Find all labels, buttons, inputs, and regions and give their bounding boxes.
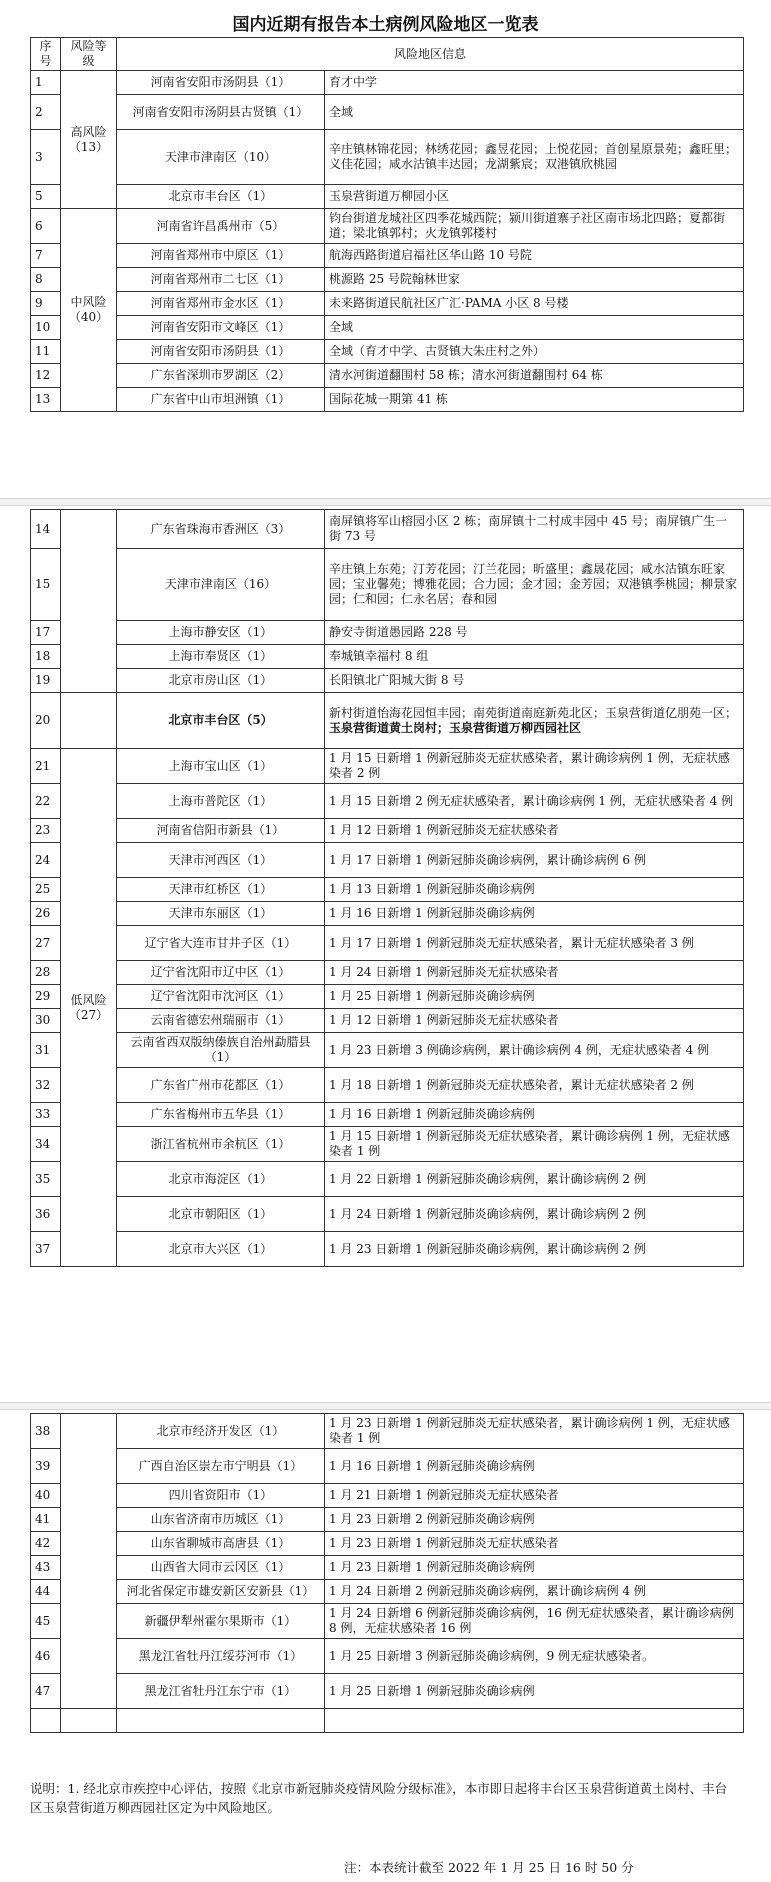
table-row	[31, 130, 744, 185]
table-row	[31, 621, 744, 645]
row-area: 天津市河西区（1）	[117, 843, 325, 878]
row-area: 四川省资阳市（1）	[117, 1484, 325, 1508]
table-row	[31, 1232, 744, 1267]
row-info: 1 月 16 日新增 1 例新冠肺炎确诊病例	[325, 1103, 744, 1127]
row-info: 清水河街道翻围村 58 栋；清水河街道翻围村 64 栋	[325, 364, 744, 388]
row-number: 32	[31, 1068, 61, 1103]
table-row	[31, 268, 744, 292]
table-row	[31, 364, 744, 388]
row-number: 8	[31, 268, 61, 292]
row-info: 1 月 12 日新增 1 例新冠肺炎无症状感染者	[325, 1009, 744, 1033]
row-number: 9	[31, 292, 61, 316]
row-info: 1 月 24 日新增 1 例新冠肺炎无症状感染者	[325, 961, 744, 985]
row-info: 辛庄镇上东苑；汀芳花园；汀兰花园；昕盛里；鑫晟花园；咸水沽镇东旺家园；宝业馨苑；博雅花园；合力园；金才园；金芳园；双港镇季桃园；柳景家园；仁和园；仁永名居；春和园	[325, 549, 744, 621]
risk-table-part-2	[30, 509, 744, 1267]
table-row	[31, 1197, 744, 1232]
row-area: 天津市东丽区（1）	[117, 902, 325, 926]
table-row	[31, 549, 744, 621]
table-row	[31, 185, 744, 209]
table-row	[31, 340, 744, 364]
footnote: 说明：1. 经北京市疾控中心评估，按照《北京市新冠肺炎疫情风险分级标准》，本市即日起将丰台区玉泉营街道黄土岗村、丰台区玉泉营街道万柳西园社区定为中风险地区。	[30, 1781, 728, 1815]
row-info: 全域	[325, 95, 744, 130]
row-area: 河南省安阳市汤阴县古贤镇（1）	[117, 95, 325, 130]
table-row	[31, 784, 744, 819]
table-header-row	[31, 38, 744, 71]
table-row	[31, 1414, 744, 1449]
table-row	[31, 1033, 744, 1068]
level-medium-continued	[61, 510, 117, 693]
row-number: 27	[31, 926, 61, 961]
row-area: 北京市海淀区（1）	[117, 1162, 325, 1197]
level-medium: 中风险（40）	[61, 209, 117, 412]
table-row	[31, 985, 744, 1009]
row-number: 33	[31, 1103, 61, 1127]
row-area: 山东省济南市历城区（1）	[117, 1508, 325, 1532]
row-number: 26	[31, 902, 61, 926]
table-row	[31, 669, 744, 693]
row-area: 云南省西双版纳傣族自治州勐腊县（1）	[117, 1033, 325, 1068]
row-area: 河南省郑州市二七区（1）	[117, 268, 325, 292]
row-area: 山西省大同市云冈区（1）	[117, 1556, 325, 1580]
row-info: 育才中学	[325, 71, 744, 95]
row-number: 42	[31, 1532, 61, 1556]
table-row	[31, 1556, 744, 1580]
row-info: 1 月 24 日新增 2 例新冠肺炎确诊病例，累计确诊病例 4 例	[325, 1580, 744, 1604]
row-info: 南屏镇将军山榕园小区 2 栋；南屏镇十二村成丰园中 45 号；南屏镇广生一街 73 号	[325, 510, 744, 549]
row-area	[117, 1709, 325, 1733]
row-area: 山东省聊城市高唐县（1）	[117, 1532, 325, 1556]
row-info: 1 月 23 日新增 3 例确诊病例，累计确诊病例 4 例，无症状感染者 4 例	[325, 1033, 744, 1068]
row-info: 1 月 24 日新增 6 例新冠肺炎确诊病例，16 例无症状感染者，累计确诊病例 8 例，无症状感染者 16 例	[325, 1604, 744, 1639]
row-area: 黑龙江省牡丹江绥芬河市（1）	[117, 1639, 325, 1674]
table-row	[31, 843, 744, 878]
row-info: 1 月 25 日新增 1 例新冠肺炎确诊病例	[325, 1674, 744, 1709]
row-info: 1 月 17 日新增 1 例新冠肺炎无症状感染者，累计无症状感染者 3 例	[325, 926, 744, 961]
page-break	[0, 498, 771, 506]
row-area: 天津市红桥区（1）	[117, 878, 325, 902]
row-number: 17	[31, 621, 61, 645]
row-area: 上海市宝山区（1）	[117, 749, 325, 784]
row-number: 30	[31, 1009, 61, 1033]
row-area: 广东省深圳市罗湖区（2）	[117, 364, 325, 388]
info-plain: 新村街道怡海花园恒丰园；南苑街道南庭新苑北区；玉泉营街道亿朋苑一区；	[329, 705, 738, 720]
row-area: 河北省保定市雄安新区安新县（1）	[117, 1580, 325, 1604]
row-info: 桃源路 25 号院翰林世家	[325, 268, 744, 292]
page-break	[0, 1402, 771, 1410]
table-row	[31, 292, 744, 316]
row-number: 45	[31, 1604, 61, 1639]
row-number: 36	[31, 1197, 61, 1232]
row-info	[325, 693, 744, 749]
row-area: 北京市房山区（1）	[117, 669, 325, 693]
table-row	[31, 1449, 744, 1484]
row-area: 北京市丰台区（5）	[117, 693, 325, 749]
row-area: 辽宁省沈阳市辽中区（1）	[117, 961, 325, 985]
row-info: 1 月 16 日新增 1 例新冠肺炎确诊病例	[325, 902, 744, 926]
table-row	[31, 1580, 744, 1604]
row-number: 41	[31, 1508, 61, 1532]
page-title: 国内近期有报告本土病例风险地区一览表	[232, 15, 539, 35]
row-area: 河南省郑州市中原区（1）	[117, 244, 325, 268]
row-info: 1 月 23 日新增 1 例新冠肺炎无症状感染者，累计确诊病例 1 例，无症状感染者 1 例	[325, 1414, 744, 1449]
table-row	[31, 1162, 744, 1197]
row-info: 1 月 16 日新增 1 例新冠肺炎确诊病例	[325, 1449, 744, 1484]
row-info: 长阳镇北广阳城大街 8 号	[325, 669, 744, 693]
table-row	[31, 819, 744, 843]
row-area: 河南省许昌禹州市（5）	[117, 209, 325, 244]
row-info: 1 月 23 日新增 1 例新冠肺炎无症状感染者	[325, 1532, 744, 1556]
row-area: 上海市奉贤区（1）	[117, 645, 325, 669]
row-info: 全域	[325, 316, 744, 340]
table-row	[31, 71, 744, 95]
row-area: 辽宁省大连市甘井子区（1）	[117, 926, 325, 961]
row-info: 1 月 18 日新增 1 例新冠肺炎无症状感染者，累计无症状感染者 2 例	[325, 1068, 744, 1103]
row-area: 河南省安阳市汤阴县（1）	[117, 340, 325, 364]
row-info: 1 月 13 日新增 1 例新冠肺炎确诊病例	[325, 878, 744, 902]
table-row	[31, 878, 744, 902]
table-row	[31, 902, 744, 926]
row-number: 24	[31, 843, 61, 878]
level-low-continued	[61, 1414, 117, 1709]
row-number: 23	[31, 819, 61, 843]
statistics-timestamp: 注：本表统计截至 2022 年 1 月 25 日 16 时 50 分	[344, 1860, 634, 1875]
table-row	[31, 510, 744, 549]
row-info: 1 月 25 日新增 3 例新冠肺炎确诊病例，9 例无症状感染者。	[325, 1639, 744, 1674]
table-row	[31, 926, 744, 961]
row-info: 1 月 15 日新增 2 例无症状感染者，累计确诊病例 1 例，无症状感染者 4 例	[325, 784, 744, 819]
row-area: 辽宁省沈阳市沈河区（1）	[117, 985, 325, 1009]
row-number: 19	[31, 669, 61, 693]
level-low-continued	[61, 1709, 117, 1733]
row-info: 1 月 15 日新增 1 例新冠肺炎无症状感染者，累计确诊病例 1 例，无症状感染者 1 例	[325, 1127, 744, 1162]
row-info: 辛庄镇林锦花园；林绣花园；鑫昱花园；上悦花园；首创星原景苑；鑫旺里；义佳花园；咸水沽镇丰达园；龙湖紫宸；双港镇欣桃园	[325, 130, 744, 185]
row-area: 北京市朝阳区（1）	[117, 1197, 325, 1232]
row-info: 1 月 17 日新增 1 例新冠肺炎确诊病例，累计确诊病例 6 例	[325, 843, 744, 878]
row-info: 全域（育才中学、古贤镇大朱庄村之外）	[325, 340, 744, 364]
row-info: 1 月 15 日新增 1 例新冠肺炎无症状感染者，累计确诊病例 1 例，无症状感染者 2 例	[325, 749, 744, 784]
table-row	[31, 1674, 744, 1709]
row-info: 1 月 23 日新增 1 例新冠肺炎确诊病例，累计确诊病例 2 例	[325, 1232, 744, 1267]
level-high: 高风险（13）	[61, 71, 117, 209]
row-number: 20	[31, 693, 61, 749]
header-seq: 序号	[31, 38, 61, 71]
header-level: 风险等级	[61, 38, 117, 71]
row-info: 1 月 25 日新增 1 例新冠肺炎确诊病例	[325, 985, 744, 1009]
risk-table-part-3	[30, 1413, 744, 1733]
row-number: 43	[31, 1556, 61, 1580]
table-row	[31, 316, 744, 340]
table-row	[31, 1103, 744, 1127]
row-info: 玉泉营街道万柳园小区	[325, 185, 744, 209]
table-row	[31, 1484, 744, 1508]
table-row	[31, 1127, 744, 1162]
table-row	[31, 1604, 744, 1639]
row-area: 河南省安阳市文峰区（1）	[117, 316, 325, 340]
table-row	[31, 693, 744, 749]
row-area: 广东省梅州市五华县（1）	[117, 1103, 325, 1127]
row-area: 河南省郑州市金水区（1）	[117, 292, 325, 316]
row-area: 河南省信阳市新县（1）	[117, 819, 325, 843]
row-area: 北京市经济开发区（1）	[117, 1414, 325, 1449]
row-area: 北京市丰台区（1）	[117, 185, 325, 209]
header-area: 风险地区信息	[117, 38, 744, 71]
row-number: 5	[31, 185, 61, 209]
row-number: 25	[31, 878, 61, 902]
row-area: 新疆伊犁州霍尔果斯市（1）	[117, 1604, 325, 1639]
row-info: 奉城镇幸福村 8 组	[325, 645, 744, 669]
row-number: 13	[31, 388, 61, 412]
risk-table-part-1	[30, 37, 744, 412]
row-number: 15	[31, 549, 61, 621]
table-row	[31, 209, 744, 244]
table-row	[31, 95, 744, 130]
row-info: 1 月 23 日新增 1 例新冠肺炎确诊病例	[325, 1556, 744, 1580]
row-area: 上海市普陀区（1）	[117, 784, 325, 819]
row-area: 广东省广州市花都区（1）	[117, 1068, 325, 1103]
row-area: 黑龙江省牡丹江东宁市（1）	[117, 1674, 325, 1709]
row-number: 47	[31, 1674, 61, 1709]
table-row	[31, 388, 744, 412]
info-highlight: 玉泉营街道黄土岗村；玉泉营街道万柳西园社区	[329, 720, 582, 735]
table-row	[31, 961, 744, 985]
row-area: 云南省德宏州瑞丽市（1）	[117, 1009, 325, 1033]
row-info: 1 月 23 日新增 2 例新冠肺炎确诊病例	[325, 1508, 744, 1532]
row-number: 7	[31, 244, 61, 268]
table-row	[31, 1532, 744, 1556]
level-low: 低风险（27）	[61, 749, 117, 1267]
row-number: 39	[31, 1449, 61, 1484]
row-info	[325, 1709, 744, 1733]
table-row	[31, 1009, 744, 1033]
row-number: 38	[31, 1414, 61, 1449]
row-area: 上海市静安区（1）	[117, 621, 325, 645]
row-info: 1 月 22 日新增 1 例新冠肺炎确诊病例，累计确诊病例 2 例	[325, 1162, 744, 1197]
table-row	[31, 1068, 744, 1103]
row-number: 44	[31, 1580, 61, 1604]
row-number: 10	[31, 316, 61, 340]
row-number: 12	[31, 364, 61, 388]
row-number: 28	[31, 961, 61, 985]
row-area: 天津市津南区（16）	[117, 549, 325, 621]
row-number: 37	[31, 1232, 61, 1267]
row-info: 1 月 21 日新增 1 例新冠肺炎无症状感染者	[325, 1484, 744, 1508]
row-number: 11	[31, 340, 61, 364]
row-number: 18	[31, 645, 61, 669]
row-number: 3	[31, 130, 61, 185]
row-number: 40	[31, 1484, 61, 1508]
table-row	[31, 1709, 744, 1733]
row-number: 35	[31, 1162, 61, 1197]
row-area: 河南省安阳市汤阴县（1）	[117, 71, 325, 95]
row-area: 天津市津南区（10）	[117, 130, 325, 185]
table-row	[31, 244, 744, 268]
row-number: 6	[31, 209, 61, 244]
row-info: 1 月 12 日新增 1 例新冠肺炎无症状感染者	[325, 819, 744, 843]
row-area: 北京市大兴区（1）	[117, 1232, 325, 1267]
row-info: 航海西路街道启福社区华山路 10 号院	[325, 244, 744, 268]
row-area: 广西自治区崇左市宁明县（1）	[117, 1449, 325, 1484]
row-number: 14	[31, 510, 61, 549]
row-number: 1	[31, 71, 61, 95]
table-row	[31, 645, 744, 669]
row-number: 46	[31, 1639, 61, 1674]
row-area: 广东省中山市坦洲镇（1）	[117, 388, 325, 412]
row-info: 钧台街道龙城社区四季花城西院；颍川街道寨子社区南市场北四路；夏都街道；梁北镇郭村；火龙镇郭楼村	[325, 209, 744, 244]
row-number: 29	[31, 985, 61, 1009]
row-number: 2	[31, 95, 61, 130]
table-row	[31, 1639, 744, 1674]
level-medium-continued	[61, 693, 117, 749]
row-number: 21	[31, 749, 61, 784]
table-row	[31, 1508, 744, 1532]
row-number	[31, 1709, 61, 1733]
row-info: 1 月 24 日新增 1 例新冠肺炎确诊病例，累计确诊病例 2 例	[325, 1197, 744, 1232]
row-number: 34	[31, 1127, 61, 1162]
row-info: 国际花城一期第 41 栋	[325, 388, 744, 412]
row-info: 静安寺街道愚园路 228 号	[325, 621, 744, 645]
table-row	[31, 749, 744, 784]
row-area: 浙江省杭州市余杭区（1）	[117, 1127, 325, 1162]
row-area: 广东省珠海市香洲区（3）	[117, 510, 325, 549]
row-number: 31	[31, 1033, 61, 1068]
row-number: 22	[31, 784, 61, 819]
row-info: 未来路街道民航社区广汇·PAMA 小区 8 号楼	[325, 292, 744, 316]
